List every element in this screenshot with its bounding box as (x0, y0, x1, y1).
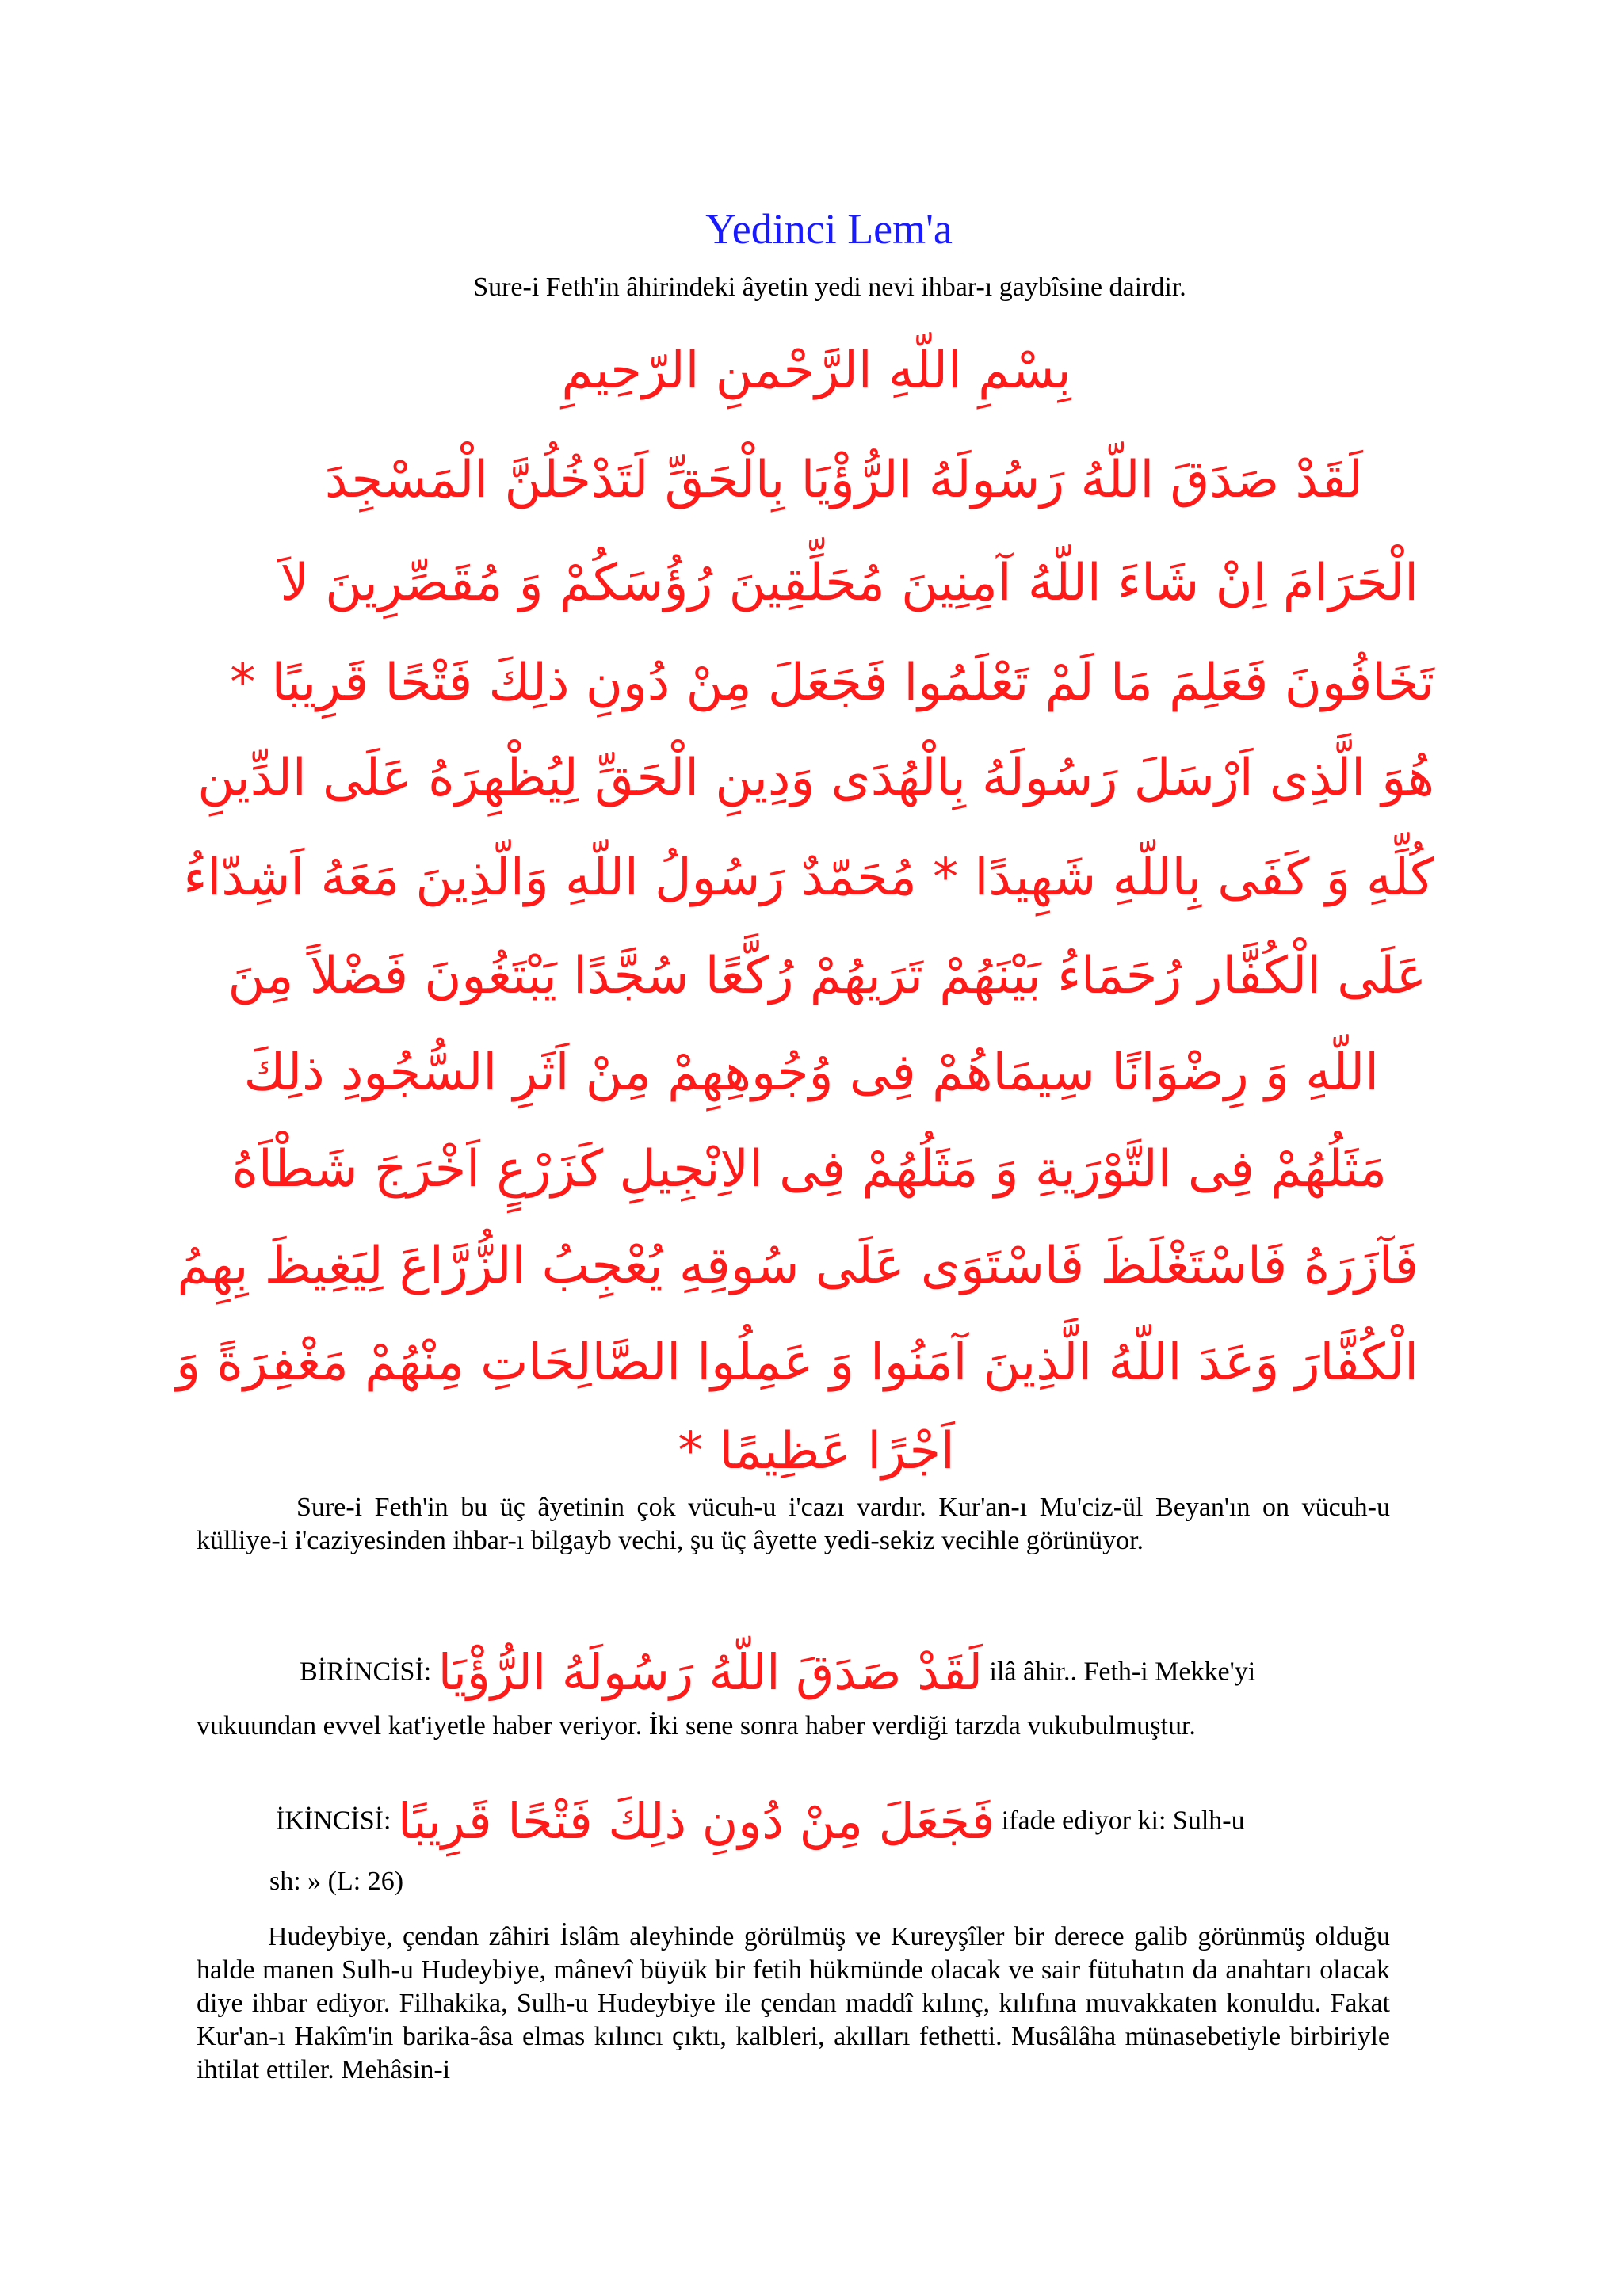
ikincisi-label: İKİNCİSİ: (276, 1806, 391, 1836)
birincisi-line (300, 1643, 1493, 1701)
arabic-basmala: بِسْمِ اللّهِ الرَّحْمنِ الرّحِيمِ (561, 341, 1071, 400)
arabic-verse-line: عَلَى الْكُفَّار رُحَمَاءُ بَيْنَهُمْ تَرَيهُمْ رُكَّعًا سُجَّدًا يَبْتَغُونَ فَضْلاً مِنَ (227, 947, 1426, 1005)
birincisi-line2: vukuundan evvel kat'iyetle haber veriyor. İki sene sonra haber verdiği tarzda vukubulmuştur. (197, 1711, 1196, 1741)
source-note: sh: » (L: 26) (269, 1867, 404, 1896)
arabic-verse-line: مَثَلُهُمْ فِى التَّوْرَيةِ وَ مَثَلُهُمْ فِى الاِنْجِيلِ كَزَرْعٍ اَخْرَجَ شَطْاَهُ (231, 1140, 1387, 1199)
birincisi-arabic: لَقَدْ صَدَقَ اللّهُ رَسُولَهُ الرُّؤْيَا (437, 1643, 983, 1701)
ikincisi-arabic: فَجَعَلَ مِنْ دُونِ ذلِكَ فَتْحًا قَرِيبًا (397, 1792, 995, 1850)
birincisi-label: BİRİNCİSİ: (300, 1657, 432, 1687)
arabic-verse-line: الْحَرَامَ اِنْ شَاءَ اللّهُ آمِنِينَ مُحَلِّقِينَ رُؤُسَكُمْ وَ مُقَصِّرِينَ لاَ (280, 554, 1419, 612)
paragraph-intro (197, 1491, 1390, 1558)
ikincisi-after: ifade ediyor ki: Sulh-u (1001, 1806, 1245, 1836)
arabic-verse-line: هُوَ الَّذِى اَرْسَلَ رَسُولَهُ بِالْهُدَى وَدِينِ الْحَقِّ لِيُظْهِرَهُ عَلَى الدِّينِ (197, 749, 1434, 807)
page-title: Yedinci Lem'a (705, 205, 953, 253)
arabic-verse-line: اللّهِ وَ رِضْوَانًا سِيمَاهُمْ فِى وُجُوهِهِمْ مِنْ اَثَرِ السُّجُودِ ذلِكَ (243, 1043, 1379, 1102)
ikincisi-line (276, 1792, 1469, 1850)
arabic-verse-line: الْكُفَّارَ وَعَدَ اللّهُ الَّذِينَ آمَنُوا وَ عَمِلُوا الصَّالِحَاتِ مِنْهُمْ مَغْفِرَةً وَ (176, 1333, 1419, 1392)
arabic-verse-line: اَجْرًا عَظِيمًا * (678, 1422, 955, 1481)
birincisi-after: ilâ âhir.. Feth-i Mekke'yi (989, 1657, 1256, 1687)
paragraph-intro-text: Sure-i Feth'in bu üç âyetinin çok vücuh-u i'cazı vardır. Kur'an-ı Mu'ciz-ül Beyan'ın on vücuh-u külliye-i i'caziyesinden ihbar-ı bilgayb vechi, şu üç âyette yedi-sekiz vecihle görünüyor. (197, 1493, 1390, 1555)
arabic-verse-line: كُلِّهِ وَ كَفَى بِاللّهِ شَهِيدًا * مُحَمّدٌ رَسُولُ اللّهِ وَالّذِينَ مَعَهُ اَشِدّاءُ (183, 849, 1434, 907)
page-subtitle: Sure-i Feth'in âhirindeki âyetin yedi nevi ihbar-ı gaybîsine dairdir. (473, 273, 1186, 302)
arabic-verse-line: فَآزَرَهُ فَاسْتَغْلَظَ فَاسْتَوَى عَلَى سُوقِهِ يُعْجِبُ الزُّرَّاعَ لِيَغِيظَ بِهِمُ (177, 1237, 1419, 1295)
paragraph-hudeybiye-text: Hudeybiye, çendan zâhiri İslâm aleyhinde görülmüş ve Kureyşîler bir derece galib görünmüş olduğu halde manen Sulh-u Hudeybiye, mânevî büyük bir fetih hükmünde olacak ve sair fütuhatın da anahtarı olacak diye ihbar ediyor. Filhakika, Sulh-u Hudeybiye ile çendan maddî kılınç, kılıfına muvakkaten konuldu. Fakat Kur'an-ı Hakîm'in barika-âsa elmas kılıncı çıktı, kalbleri, akılları fethetti. Musâlâha münasebetiyle birbiriyle ihtilat ettiler. Mehâsin-i (197, 1922, 1390, 2084)
arabic-verse-line: لَقَدْ صَدَقَ اللّهُ رَسُولَهُ الرُّؤْيَا بِالْحَقِّ لَتَدْخُلُنَّ الْمَسْجِدَ (324, 451, 1363, 509)
paragraph-hudeybiye (197, 1920, 1390, 2087)
arabic-verse-line: تَخَافُونَ فَعَلِمَ مَا لَمْ تَعْلَمُوا فَجَعَلَ مِنْ دُونِ ذلِكَ فَتْحًا قَرِيبًا * (230, 654, 1434, 712)
